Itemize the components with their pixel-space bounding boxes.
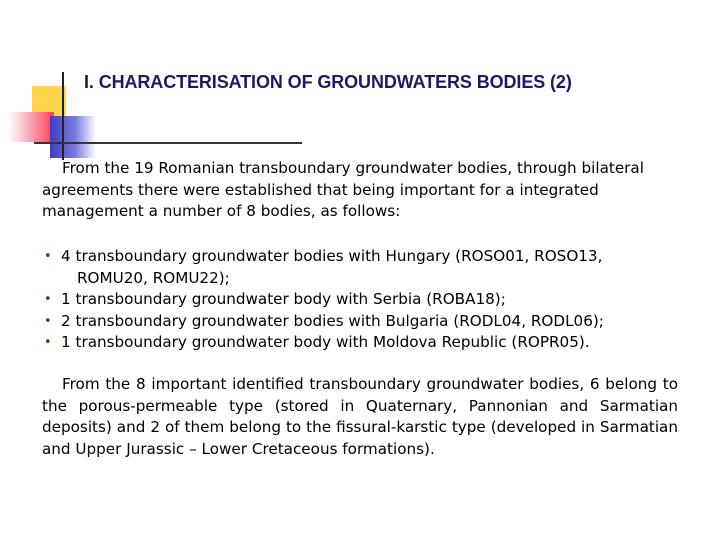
bullet-icon: • — [44, 292, 52, 307]
bullet-text: 1 transboundary groundwater body with Moldova Republic (ROPR05). — [61, 333, 590, 351]
intro-paragraph — [42, 158, 678, 223]
bullet-text: 1 transboundary groundwater body with Serbia (ROBA18); — [61, 290, 506, 308]
list-item — [42, 289, 682, 311]
list-item — [42, 332, 682, 354]
intro-text: From the 19 Romanian transboundary groundwater bodies, through bilateral agreements there were established that being important for a integrated management a number of 8 bodies, as follows: — [42, 159, 644, 220]
summary-text: From the 8 important identified transboundary groundwater bodies, 6 belong to the porous-permeable type (stored in Quaternary, Pannonian and Sarmatian deposits) and 2 of them belong to the fissural-karstic type (developed in Sarmatian and Upper Jurassic – Lower Cretaceous formations). — [42, 375, 678, 458]
bullet-text: 4 transboundary groundwater bodies with Hungary (ROSO01, ROSO13, — [61, 247, 603, 265]
decor-red-square — [8, 112, 54, 142]
decor-vertical-line — [62, 72, 64, 160]
decor-horizontal-line — [34, 142, 302, 144]
bullet-list — [42, 246, 682, 354]
bullet-icon: • — [44, 335, 52, 350]
summary-paragraph — [42, 374, 678, 460]
list-item — [42, 246, 682, 289]
slide-title: I. CHARACTERISATION OF GROUNDWATERS BODIES (2) — [84, 72, 572, 92]
bullet-continuation: ROMU20, ROMU22); — [77, 268, 230, 287]
bullet-text: 2 transboundary groundwater bodies with Bulgaria (RODL04, RODL06); — [61, 311, 604, 330]
list-item — [42, 311, 682, 333]
bullet-icon: • — [44, 313, 52, 329]
bullet-icon: • — [44, 249, 52, 264]
decor-blue-square — [50, 116, 96, 158]
